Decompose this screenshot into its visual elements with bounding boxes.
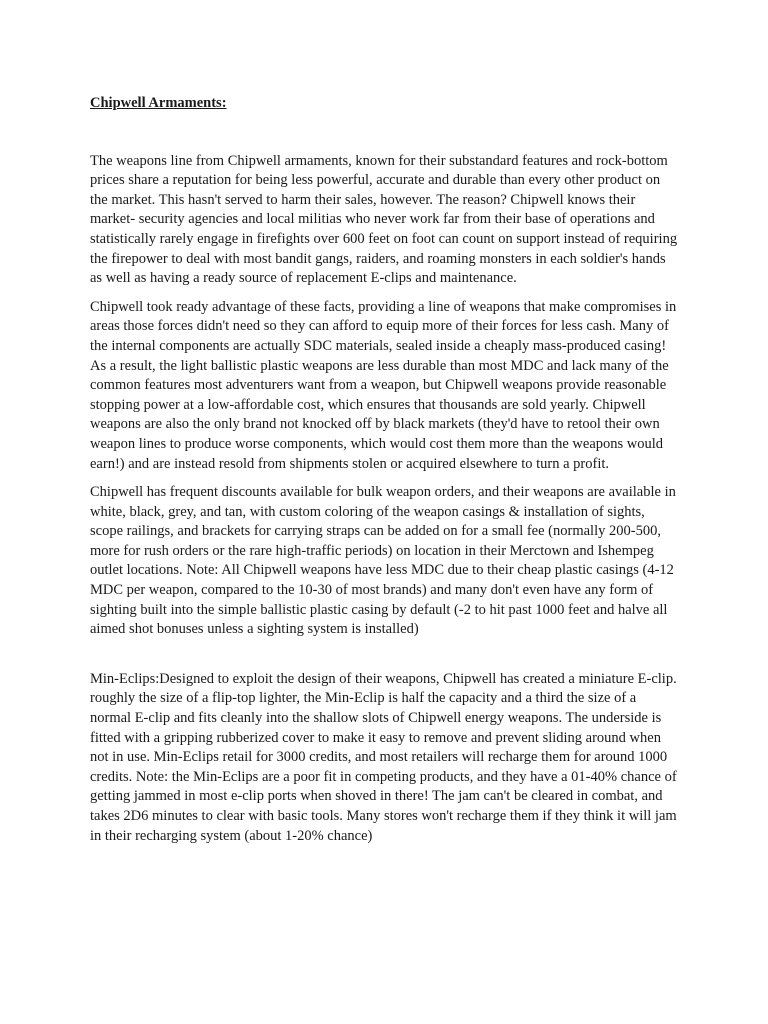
paragraph-min-eclips: Min-Eclips:Designed to exploit the design of their weapons, Chipwell has created a miniature E-clip. roughly the size of a flip-top lighter, the Min-Eclip is half the capacity and a third the size of a normal E-clip and fits cleanly into the shallow slots of Chipwell energy weapons. The underside is fitted with a gripping rubberized cover to make it easy to remove and prevent sliding around when not in use. Min-Eclips retail for 3000 credits, and most retailers will recharge them for around 1000 credits. Note: the Min-Eclips are a poor fit in competing products, and they have a 01-40% chance of getting jammed in most e-clip ports when shoved in there! The jam can't be cleared in combat, and takes 2D6 minutes to clear with basic tools. Many stores won't recharge them if they think it will jam in their recharging system (about 1-20% chance) <box>90 670 677 844</box>
document-title: Chipwell Armaments: <box>90 95 227 111</box>
spacer <box>90 114 680 152</box>
paragraph-intro: The weapons line from Chipwell armaments, known for their substandard features and rock-bottom prices share a reputation for being less powerful, accurate and durable than every other product on the market. This hasn't served to harm their sales, however. The reason? Chipwell knows their market- security agencies and local militias who never work far from their base of operations and statistically rarely engage in firefights over 600 feet on foot can count on support instead of requiring the firepower to deal with most bandit gangs, raiders, and roaming monsters in each soldier's hands as well as having a ready source of replacement E-clips and maintenance. <box>90 152 678 287</box>
document-page <box>90 94 680 846</box>
spacer <box>90 289 680 298</box>
paragraph-discounts: Chipwell has frequent discounts available for bulk weapon orders, and their weapons are available in white, black, grey, and tan, with custom coloring of the weapon casings & installation of sights, scope railings, and brackets for carrying straps can be added on for a small fee (normally 200-500, more for rush orders or the rare high-traffic periods) on location in their Merctown and Ishempeg outlet locations. Note: All Chipwell weapons have less MDC due to their cheap plastic casings (4-12 MDC per weapon, compared to the 10-30 of most brands) and many don't even have any form of sighting built into the simple ballistic plastic casing by default (-2 to hit past 1000 feet and halve all aimed shot bonuses unless a sighting system is installed) <box>90 484 676 638</box>
spacer <box>90 640 680 670</box>
paragraph-compromises: Chipwell took ready advantage of these facts, providing a line of weapons that make compromises in areas those forces didn't need so they can afford to equip more of their forces for less cash. Many of the internal components are actually SDC materials, sealed inside a cheaply mass-produced casing! As a result, the light ballistic plastic weapons are less durable than most MDC and lack many of the common features most adventurers want from a weapon, but Chipwell weapons provide reasonable stopping power at a low-affordable cost, which ensures that thousands are sold yearly. Chipwell weapons are also the only brand not knocked off by black markets (they'd have to retool their own weapon lines to produce worse components, which would cost them more than the weapons would earn!) and are instead resold from shipments stolen or acquired elsewhere to turn a profit. <box>90 298 677 472</box>
spacer <box>90 474 680 483</box>
